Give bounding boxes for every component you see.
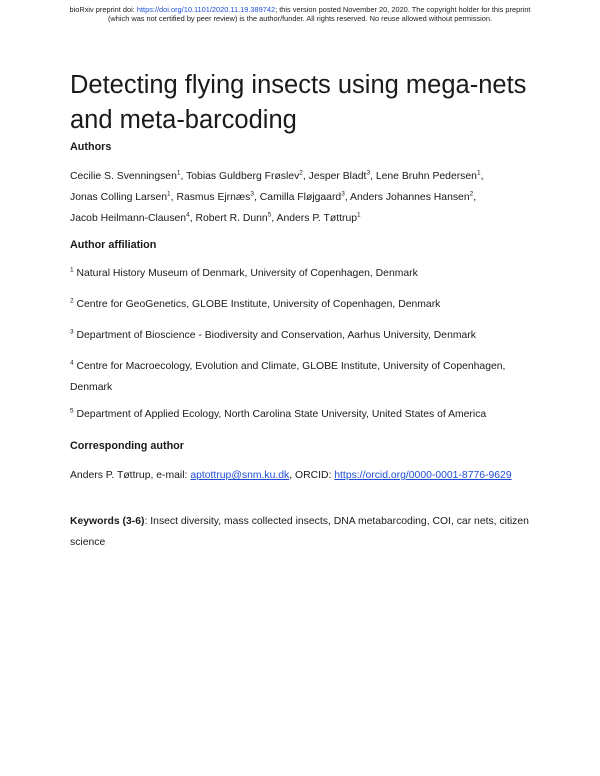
banner-line-1 — [0, 5, 600, 14]
author: Tobias Guldberg Frøslev$^2$, — [186, 169, 309, 182]
author: Robert R. Dunn$^5$, — [195, 211, 277, 224]
affiliation-3: $^3$ Department of Bioscience - Biodiversity and Conservation, Aarhus University, Denmark — [70, 328, 476, 341]
author: Anders P. Tøttrup$^1$ — [276, 211, 361, 224]
affiliation-5: $^5$ Department of Applied Ecology, North Carolina State University, United States of America — [70, 407, 487, 420]
author: Anders Johannes Hansen$^2$, — [350, 190, 477, 203]
paper-title — [70, 68, 550, 138]
affiliation-1: $^1$ Natural History Museum of Denmark, University of Copenhagen, Denmark — [70, 266, 418, 279]
banner-doi-prefix: bioRxiv preprint doi: — [69, 5, 137, 14]
banner-copyright-text: ; this version posted November 20, 2020. The copyright holder for this preprint — [275, 5, 531, 14]
author: Camilla Fløjgaard$^3$, — [259, 190, 351, 203]
author-list — [70, 166, 540, 229]
author: Jonas Colling Larsen$^1$, — [70, 190, 177, 203]
keywords-label: Keywords (3-6) — [70, 516, 145, 527]
affiliation-4: $^4$ Centre for Macroecology, Evolution and Climate, GLOBE Institute, University of Copenhagen, Denmark — [70, 359, 506, 393]
title-line-2: and meta-barcoding — [70, 106, 297, 134]
title-line-1: Detecting flying insects using mega-nets — [70, 71, 527, 99]
corresponding-heading: Corresponding author — [70, 440, 184, 452]
author: Jesper Bladt$^3$, — [308, 169, 376, 182]
preprint-banner — [0, 5, 600, 23]
author: Rasmus Ejrnæs$^3$, — [176, 190, 260, 203]
banner-line-2: (which was not certified by peer review) is the author/funder. All rights reserved. No reuse allowed without permission. — [107, 14, 493, 23]
author: Lene Bruhn Pedersen$^1$, — [375, 169, 484, 182]
orcid-link[interactable]: https://orcid.org/0000-0001-8776-9629 — [334, 470, 512, 481]
author: Jacob Heilmann-Clausen$^4$, — [70, 211, 196, 224]
keywords-text: : Insect diversity, mass collected insects, DNA metabarcoding, COI, car nets, citizen science — [70, 516, 529, 548]
corresponding-author-text: Anders P. Tøttrup, e-mail: aptottrup@snm.ku.dk, ORCID: https://orcid.org/0000-0001-8776-9629 — [70, 470, 512, 481]
banner-doi-link[interactable]: https://doi.org/10.1101/2020.11.19.389742 — [136, 5, 276, 14]
keywords — [70, 511, 540, 553]
affiliation-heading: Author affiliation — [70, 239, 157, 251]
authors-heading: Authors — [70, 141, 112, 153]
email-link[interactable]: aptottrup@snm.ku.dk — [190, 470, 290, 481]
author: Cecilie S. Svenningsen$^1$, — [70, 169, 187, 182]
affiliation-2: $^2$ Centre for GeoGenetics, GLOBE Institute, University of Copenhagen, Denmark — [70, 297, 441, 310]
